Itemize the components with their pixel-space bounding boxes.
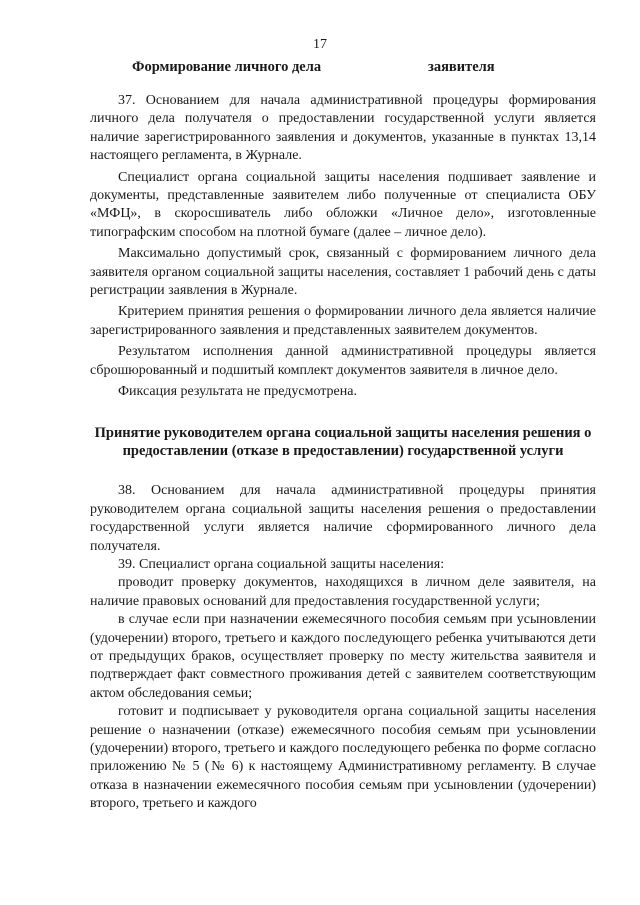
section-heading-decision: Принятие руководителем органа социальной защиты населения решения о предоставлении (отказе в предоставлении) государственной услуги [94, 424, 592, 459]
section-heading-right: заявителя [428, 59, 495, 75]
paragraph: Результатом исполнения данной административной процедуры является сброшюрованный и подшитый комплект документов заявителя в личное дело. [90, 344, 596, 378]
document-body [90, 92, 596, 814]
list-item: в случае если при назначении ежемесячного пособия семьям при усыновлении (удочерении) второго, третьего и каждого последующего ребенка учитываются дети от предыдущих браков, осуществляет проверку по месту жительства заявителя и подтверждает факт совместного проживания детей с заявителем соответствующим актом обследования семьи; [90, 612, 596, 701]
page-number: 17 [313, 37, 327, 52]
section-heading-left: Формирование личного дела [132, 59, 322, 75]
paragraph-38: 38. Основанием для начала административной процедуры принятия руководителем органа социальной защиты населения решения о предоставлении государственной услуги является наличие сформированного личного дела получателя. [90, 483, 596, 554]
paragraph: Фиксация результата не предусмотрена. [118, 384, 357, 400]
paragraph-39: 39. Специалист органа социальной защиты населения: [118, 556, 445, 572]
list-item: проводит проверку документов, находящихся в личном деле заявителя, на наличие правовых оснований для предоставления государственной услуги; [90, 575, 596, 609]
paragraph: Максимально допустимый срок, связанный с формированием личного дела заявителя органом социальной защиты населения, составляет 1 рабочий день с даты регистрации заявления в Журнале. [90, 246, 596, 299]
list-item: готовит и подписывает у руководителя органа социальной защиты населения решение о назначении (отказе) ежемесячного пособия семьям при усыновлении (удочерении) второго, третьего и каждого последующего ребенка по форме согласно приложению № 5 (№ 6) к настоящему Административному регламенту. В случае отказа в назначении ежемесячного пособия семьям при усыновлении (удочерении) второго, третьего и каждого [90, 704, 596, 812]
paragraph: Критерием принятия решения о формировании личного дела является наличие зарегистрированного заявления и представленных заявителем документов. [90, 304, 596, 338]
paragraph: Специалист органа социальной защиты населения подшивает заявление и документы, представленные заявителем либо полученные от специалиста ОБУ «МФЦ», в скоросшиватель либо обложки «Личное дело», изготовленные типографским способом на плотной бумаге (далее – личное дело). [90, 169, 596, 240]
paragraph-37: 37. Основанием для начала административной процедуры формирования личного дела получателя о предоставлении государственной услуги является наличие зарегистрированного заявления и документов, указанные в пунктах 13,14 настоящего регламента, в Журнале. [90, 93, 596, 164]
section-heading-personal-file [90, 58, 590, 76]
